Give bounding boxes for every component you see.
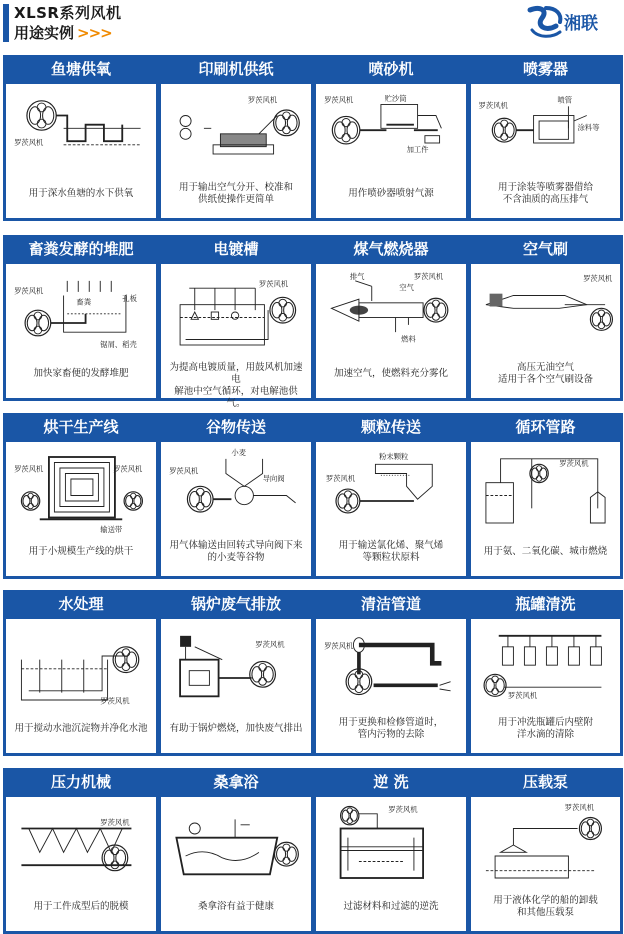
usage-caption: 用气体输送由回转式导向阀下来 的小麦等谷物 bbox=[169, 540, 303, 563]
usage-diagram bbox=[475, 801, 616, 889]
usage-title: 印刷机供纸 bbox=[198, 60, 274, 78]
page-title: XLSR系列风机 bbox=[14, 4, 122, 22]
usage-caption: 用于液体化学的船的卸载 和其他压载泵 bbox=[493, 895, 598, 918]
usage-caption: 加速空气，使燃料充分雾化 bbox=[333, 368, 448, 379]
usage-diagram bbox=[320, 623, 462, 711]
schematic-diagram bbox=[475, 623, 616, 711]
diagram-label: 空气 bbox=[399, 283, 414, 292]
usage-card bbox=[161, 619, 311, 753]
diagram-label: 孔板 bbox=[122, 294, 137, 303]
usage-caption: 用于输出空气分开、校准和 供纸使操作更简单 bbox=[178, 182, 293, 205]
diagram-label: 贮沙筒 bbox=[384, 93, 407, 103]
diagram-label: 小麦 bbox=[231, 448, 247, 458]
usage-title: 桑拿浴 bbox=[213, 773, 259, 791]
usage-diagram bbox=[10, 623, 152, 711]
roots-blower-icon bbox=[332, 116, 360, 144]
usage-title: 畜粪发酵的堆肥 bbox=[28, 240, 134, 258]
roots-blower-icon bbox=[341, 807, 359, 825]
usage-caption: 用于搅动水池沉淀物并净化水池 bbox=[14, 723, 148, 734]
usage-card bbox=[6, 264, 156, 398]
usage-title: 喷砂机 bbox=[368, 60, 414, 78]
usage-title: 水处理 bbox=[58, 595, 104, 613]
page-subtitle bbox=[14, 22, 112, 43]
roots-blower-icon bbox=[102, 845, 128, 871]
roots-blower-icon bbox=[492, 118, 516, 142]
usage-caption: 用于氨、二氧化碳、城市燃烧 bbox=[483, 546, 608, 557]
usage-row bbox=[3, 768, 623, 934]
usage-caption: 用作喷砂器喷射气源 bbox=[348, 188, 434, 199]
usage-diagram bbox=[320, 268, 462, 356]
usage-diagram bbox=[320, 88, 462, 176]
diagram-label: 罗茨风机 bbox=[478, 101, 508, 111]
usage-caption: 用于输送氯化烯、聚气烯 等颗粒状原料 bbox=[338, 540, 444, 563]
usage-title: 循环管路 bbox=[515, 418, 576, 436]
diagram-label: 罗茨风机 bbox=[324, 641, 354, 651]
usage-caption: 加快家畜便的发酵堆肥 bbox=[33, 368, 129, 379]
diagram-label: 罗茨风机 bbox=[14, 286, 44, 296]
roots-blower-icon bbox=[424, 298, 448, 322]
usage-title: 压载泵 bbox=[522, 773, 568, 791]
usage-title: 清洁管道 bbox=[360, 595, 421, 613]
usage-row bbox=[3, 55, 623, 221]
usage-title: 喷雾器 bbox=[522, 60, 568, 78]
logo-mark-icon bbox=[526, 4, 566, 40]
usage-title: 颗粒传送 bbox=[360, 418, 421, 436]
roots-blower-icon bbox=[275, 842, 299, 866]
schematic-diagram bbox=[475, 446, 616, 534]
usage-card bbox=[471, 619, 620, 753]
schematic-diagram bbox=[165, 446, 307, 534]
diagram-label: 导向阀 bbox=[262, 473, 285, 483]
schematic-diagram bbox=[320, 801, 462, 889]
usage-title: 空气刷 bbox=[522, 240, 568, 258]
usage-diagram bbox=[165, 268, 307, 356]
diagram-label: 罗茨风机 bbox=[113, 464, 143, 474]
diagram-label: 罗茨风机 bbox=[100, 696, 130, 706]
roots-blower-icon bbox=[484, 674, 506, 696]
schematic-diagram bbox=[10, 268, 152, 356]
usage-card bbox=[161, 84, 311, 218]
roots-blower-icon bbox=[25, 310, 51, 336]
usage-card bbox=[6, 797, 156, 931]
diagram-label: 罗茨风机 bbox=[564, 803, 595, 813]
schematic-diagram bbox=[320, 268, 462, 356]
diagram-label: 输送带 bbox=[100, 525, 123, 534]
diagram-label: 罗茨风机 bbox=[100, 817, 130, 827]
usage-diagram bbox=[320, 801, 462, 889]
usage-diagram bbox=[165, 88, 307, 176]
diagram-label: 罗茨风机 bbox=[325, 473, 356, 483]
roots-blower-icon bbox=[274, 110, 300, 136]
schematic-diagram bbox=[10, 801, 152, 889]
roots-blower-icon bbox=[250, 662, 276, 688]
roots-blower-icon bbox=[579, 818, 601, 840]
diagram-label: 罗茨风机 bbox=[247, 95, 278, 105]
diagram-label: 罗茨风机 bbox=[169, 466, 199, 476]
usage-card bbox=[6, 84, 156, 218]
header-accent-bar bbox=[3, 4, 9, 42]
diagram-label: 罗茨风机 bbox=[324, 95, 354, 105]
schematic-diagram bbox=[475, 268, 616, 356]
brand-logo bbox=[526, 4, 618, 40]
schematic-diagram bbox=[10, 88, 152, 176]
roots-blower-icon bbox=[113, 647, 139, 673]
diagram-label: 罗茨风机 bbox=[388, 805, 418, 814]
schematic-diagram bbox=[165, 88, 307, 176]
subtitle-text: 用途实例 bbox=[14, 24, 75, 42]
diagram-label: 罗茨风机 bbox=[583, 273, 613, 283]
usage-card bbox=[316, 442, 466, 576]
usage-caption: 用于深水鱼塘的水下供氧 bbox=[28, 188, 134, 199]
usage-diagram bbox=[10, 268, 152, 356]
usage-diagram bbox=[165, 623, 307, 711]
usage-diagram bbox=[10, 446, 152, 534]
roots-blower-icon bbox=[187, 486, 213, 512]
usage-diagram bbox=[165, 801, 307, 889]
usage-row bbox=[3, 235, 623, 409]
usage-card bbox=[161, 442, 311, 576]
usage-card bbox=[316, 84, 466, 218]
usage-card bbox=[161, 797, 311, 931]
roots-blower-icon bbox=[124, 492, 142, 510]
diagram-label: 涂料等 bbox=[577, 123, 600, 133]
diagram-label: 锯屑、稻壳 bbox=[100, 339, 137, 349]
usage-title: 瓶罐清洗 bbox=[515, 595, 576, 613]
roots-blower-icon bbox=[336, 489, 360, 513]
usage-diagram bbox=[475, 88, 616, 176]
usage-title: 锅炉废气排放 bbox=[190, 595, 281, 613]
diagram-label: 罗茨风机 bbox=[258, 279, 289, 289]
schematic-diagram bbox=[320, 446, 462, 534]
usage-title: 谷物传送 bbox=[205, 418, 266, 436]
usage-card bbox=[316, 264, 466, 398]
usage-caption: 高压无油空气 适用于各个空气刷设备 bbox=[497, 362, 593, 385]
usage-title: 压力机械 bbox=[50, 773, 111, 791]
roots-blower-icon bbox=[270, 297, 296, 323]
usage-caption: 用于涂装等喷雾器借给 不含油质的高压排气 bbox=[497, 182, 593, 205]
usage-caption: 过滤材料和过滤的逆洗 bbox=[343, 901, 439, 912]
usage-card bbox=[471, 442, 620, 576]
usage-title: 逆 洗 bbox=[373, 773, 409, 791]
usage-diagram bbox=[475, 446, 616, 534]
diagram-label: 罗茨风机 bbox=[14, 137, 44, 147]
subtitle-arrows: >>> bbox=[77, 24, 112, 42]
usage-title: 煤气燃烧器 bbox=[353, 240, 429, 258]
usage-diagram bbox=[475, 623, 616, 711]
usage-card bbox=[161, 264, 311, 409]
usage-caption: 用于更换和检修管道时， 管内污物的去除 bbox=[338, 717, 444, 740]
diagram-label: 燃料 bbox=[401, 334, 416, 344]
schematic-diagram bbox=[165, 268, 307, 356]
usage-diagram bbox=[10, 801, 152, 889]
diagram-label: 罗茨风机 bbox=[14, 464, 44, 474]
diagram-label: 罗茨风机 bbox=[507, 691, 538, 701]
usage-card bbox=[471, 797, 620, 931]
page-header bbox=[0, 0, 624, 46]
usage-diagram bbox=[10, 88, 152, 176]
usage-diagram bbox=[165, 446, 307, 534]
usage-caption: 用于冲洗瓶罐后内壁附 洋水滴的清除 bbox=[497, 717, 593, 740]
schematic-diagram bbox=[10, 623, 152, 711]
roots-blower-icon bbox=[21, 492, 39, 510]
schematic-diagram bbox=[475, 88, 616, 176]
usage-title: 烘干生产线 bbox=[43, 418, 119, 436]
usage-card bbox=[6, 619, 156, 753]
roots-blower-icon bbox=[530, 464, 548, 482]
logo-text: 湘联 bbox=[564, 14, 598, 34]
diagram-label: 罗茨风机 bbox=[559, 459, 589, 469]
usage-caption: 用于小规模生产线的烘干 bbox=[28, 546, 134, 557]
diagram-label: 粉末颗粒 bbox=[379, 451, 409, 461]
usage-caption: 用于工件成型后的脱模 bbox=[33, 901, 129, 912]
usage-title: 电镀槽 bbox=[213, 240, 259, 258]
usage-caption: 有助于锅炉燃烧，加快废气排出 bbox=[169, 723, 303, 734]
diagram-label: 排气 bbox=[349, 272, 365, 281]
schematic-diagram bbox=[475, 801, 616, 889]
schematic-diagram bbox=[165, 623, 307, 711]
usage-diagram bbox=[475, 268, 616, 356]
usage-card bbox=[316, 797, 466, 931]
usage-caption: 桑拿浴有益于健康 bbox=[197, 901, 274, 912]
diagram-label: 喷管 bbox=[557, 95, 573, 105]
usage-card bbox=[6, 442, 156, 576]
usage-caption: 为提高电镀质量，用鼓风机加速电 解池中空气循环，对电解池供气。 bbox=[169, 362, 303, 409]
usage-diagram bbox=[320, 446, 462, 534]
diagram-label: 罗茨风机 bbox=[413, 272, 444, 281]
schematic-diagram bbox=[165, 801, 307, 889]
diagram-label: 罗茨风机 bbox=[255, 639, 285, 649]
diagram-label: 加工件 bbox=[406, 145, 429, 155]
roots-blower-icon bbox=[27, 101, 56, 130]
usage-title: 鱼塘供氧 bbox=[50, 60, 111, 78]
usage-card bbox=[471, 84, 620, 218]
schematic-diagram bbox=[320, 623, 462, 711]
roots-blower-icon bbox=[590, 308, 612, 330]
usage-row bbox=[3, 590, 623, 756]
usage-card bbox=[471, 264, 620, 398]
schematic-diagram bbox=[320, 88, 462, 176]
usage-card bbox=[316, 619, 466, 753]
diagram-label: 畜粪 bbox=[76, 297, 92, 307]
usage-row bbox=[3, 413, 623, 579]
schematic-diagram bbox=[10, 446, 152, 534]
